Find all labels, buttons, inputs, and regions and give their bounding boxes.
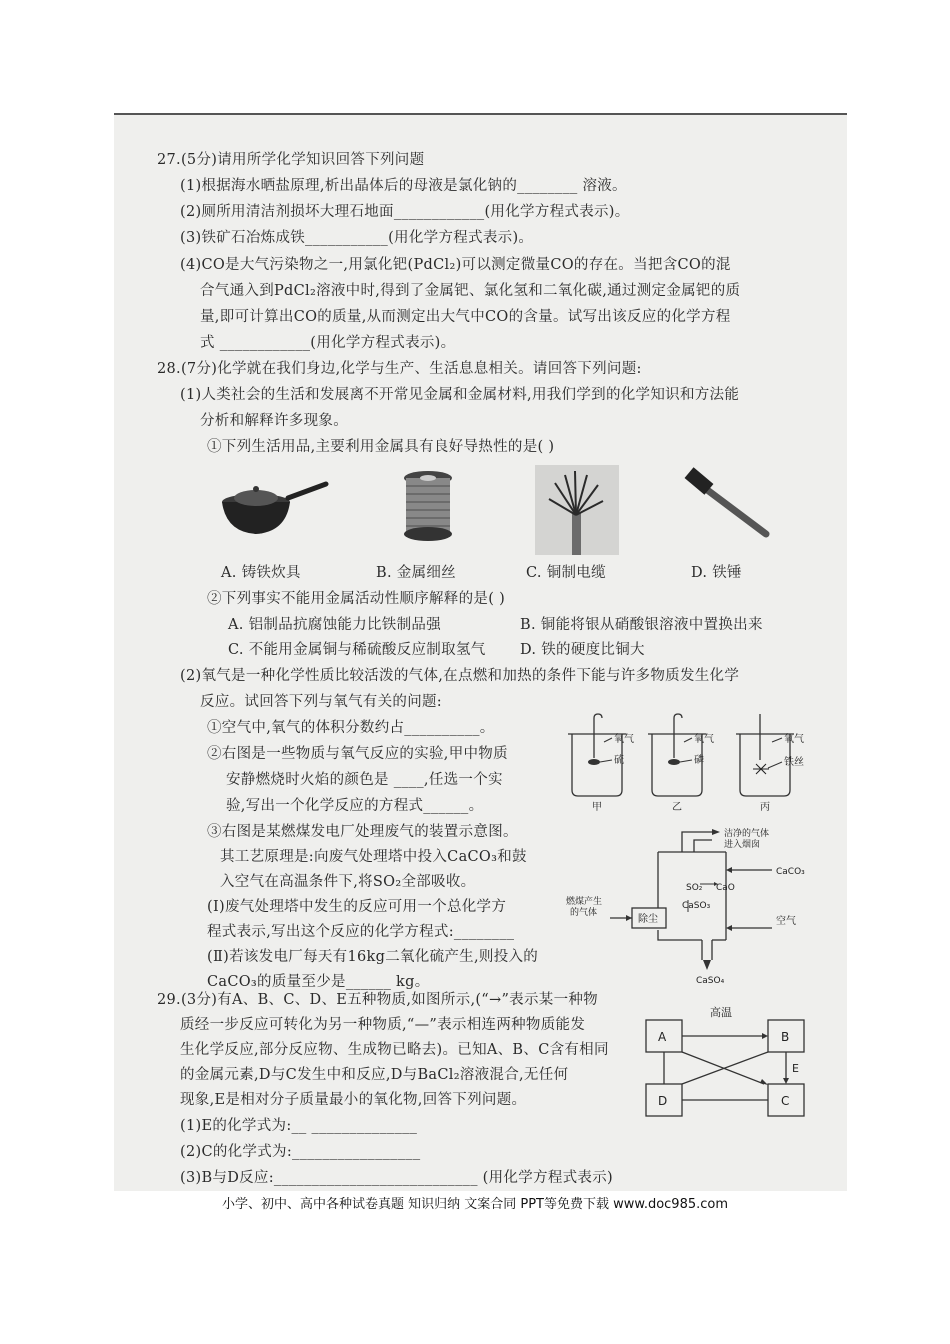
iron-hammer-image (680, 466, 775, 541)
jar3-gas-label: 氧气 (784, 734, 804, 745)
wire-spool-image (393, 468, 463, 548)
q27-line-3: (3)铁矿石冶炼成铁___________(用化学方程式表示)。 (180, 230, 534, 246)
node-c-label: C (781, 1094, 790, 1108)
node-a-label: A (658, 1030, 667, 1044)
so2-label: SO₂ (686, 883, 703, 893)
combustion-jars-diagram (560, 712, 820, 812)
jar3-name: 丙 (760, 802, 770, 812)
q27-line-1: (1)根据海水晒盐原理,析出晶体后的母液是氯化钠的________ 溶液。 (180, 178, 627, 194)
q28-sub1: ①下列生活用品,主要利用金属具有良好导热性的是( ) (207, 439, 555, 455)
q28-p2-b: 反应。试回答下列与氧气有关的问题: (200, 694, 442, 710)
jar3-substance-label: 铁丝 (784, 757, 804, 768)
q28-oxygen-3g: CaCO₃的质量至少是______ kg。 (207, 974, 430, 990)
q28-oxygen-2c: 验,写出一个化学反应的方程式______。 (226, 798, 484, 814)
node-e-label: E (792, 1062, 799, 1075)
q27-title: 27.(5分)请用所学化学知识回答下列问题 (157, 152, 425, 168)
option-c-label: C. 铜制电缆 (526, 565, 606, 581)
q29-line-3: 生化学反应,部分反应物、生成物已略去)。已知A、B、C含有相同 (180, 1042, 609, 1058)
q27-line-4c: 量,即可计算出CO的质量,从而测定出大气中CO的含量。试写出该反应的化学方程 (200, 309, 731, 325)
jar2-substance-label: 磷 (694, 755, 704, 766)
node-d-label: D (658, 1094, 668, 1108)
clean-gas-label-1: 洁净的气体 (724, 829, 770, 839)
q27-line-2: (2)厕所用清洁剂损坏大理石地面____________(用化学方程式表示)。 (180, 204, 630, 220)
q28-oxygen-2a: ②右图是一些物质与氧气反应的实验,甲中物质 (207, 746, 508, 762)
q29-answer-1: (1)E的化学式为:__ ______________ (180, 1118, 418, 1134)
q28-oxygen-3c: 入空气在高温条件下,将SO₂全部吸收。 (220, 874, 476, 890)
caco3-input-label: CaCO₃ (776, 867, 805, 877)
substance-relation-diagram (640, 1000, 815, 1120)
flue-gas-label-2: 的气体 (570, 908, 598, 918)
q27-line-4a: (4)CO是大气污染物之一,用氯化钯(PdCl₂)可以测定微量CO的存在。当把含CO的混 (180, 257, 731, 273)
q29-line-5: 现象,E是相对分子质量最小的氧化物,回答下列问题。 (180, 1092, 527, 1108)
q27-line-4d: 式 ____________(用化学方程式表示)。 (200, 335, 456, 351)
flue-gas-treatment-diagram (562, 820, 824, 988)
caso4-output-label: CaSO₄ (696, 976, 725, 986)
q28-oxygen-1: ①空气中,氧气的体积分数约占__________。 (207, 720, 495, 736)
q28-oxygen-3f: (Ⅱ)若该发电厂每天有16kg二氧化硫产生,则投入的 (207, 949, 539, 965)
q28-sub2: ②下列事实不能用金属活动性顺序解释的是( ) (207, 591, 506, 607)
caso3-label: CaSO₃ (682, 901, 711, 911)
q28-p1-a: (1)人类社会的生活和发展离不开常见金属和金属材料,用我们学到的化学知识和方法能 (180, 387, 740, 403)
q28-oxygen-3d: (Ⅰ)废气处理塔中发生的反应可用一个总化学方 (207, 899, 507, 915)
jar1-gas-label: 氧气 (614, 734, 634, 745)
footer-advert: 小学、初中、高中各种试卷真题 知识归纳 文案合同 PPT等免费下载 www.doc985.com (221, 1197, 729, 1212)
q29-line-1: 29.(3分)有A、B、C、D、E五种物质,如图所示,(“→”表示某一种物 (157, 992, 598, 1008)
q29-answer-3: (3)B与D反应:___________________________ (用化学方程式表示) (180, 1170, 613, 1186)
q28-oxygen-3a: ③右图是某燃煤发电厂处理废气的装置示意图。 (207, 824, 518, 840)
jar1-substance-label: 硫 (614, 755, 624, 766)
q29-line-2: 质经一步反应可转化为另一种物质,“—”表示相连两种物质能发 (180, 1017, 586, 1033)
q28-p1-b: 分析和解释许多现象。 (200, 413, 348, 429)
option-b-label: B. 金属细丝 (376, 565, 456, 581)
q27-line-4b: 合气通入到PdCl₂溶液中时,得到了金属钯、氯化氢和二氧化碳,通过测定金属钯的质 (200, 283, 741, 299)
q28-title: 28.(7分)化学就在我们身边,化学与生产、生活息息相关。请回答下列问题: (157, 361, 642, 377)
header-rule (114, 113, 847, 115)
q28-oxygen-3b: 其工艺原理是:向废气处理塔中投入CaCO₃和鼓 (220, 849, 527, 865)
wok-image (214, 470, 329, 545)
q29-line-4: 的金属元素,D与C发生中和反应,D与BaCl₂溶液混合,无任何 (180, 1067, 569, 1083)
q28-oxygen-3e: 程式表示,写出这个反应的化学方程式:________ (207, 924, 515, 940)
q28-p2-a: (2)氧气是一种化学性质比较活泼的气体,在点燃和加热的条件下能与许多物质发生化学 (180, 668, 740, 684)
copper-cable-image (535, 465, 619, 555)
q28-sub2-d: D. 铁的硬度比铜大 (520, 642, 645, 658)
dust-removal-label: 除尘 (638, 914, 658, 925)
flue-gas-label-1: 燃煤产生 (566, 897, 603, 907)
node-b-label: B (781, 1030, 790, 1044)
clean-gas-label-2: 进入烟囱 (724, 840, 761, 850)
high-temp-label: 高温 (710, 1006, 732, 1019)
jar2-gas-label: 氧气 (694, 734, 714, 745)
q28-sub2-a: A. 铝制品抗腐蚀能力比铁制品强 (228, 617, 441, 633)
q28-oxygen-2b: 安静燃烧时火焰的颜色是 ____,任选一个实 (226, 772, 503, 788)
jar1-name: 甲 (592, 802, 602, 812)
q29-answer-2: (2)C的化学式为:_________________ (180, 1144, 421, 1160)
option-d-label: D. 铁锤 (691, 565, 742, 581)
air-input-label: 空气 (776, 916, 796, 927)
cao-label: CaO (716, 883, 735, 893)
option-a-label: A. 铸铁炊具 (221, 565, 301, 581)
jar2-name: 乙 (672, 802, 682, 812)
q28-sub2-c: C. 不能用金属铜与稀硫酸反应制取氢气 (228, 642, 486, 658)
q28-sub2-b: B. 铜能将银从硝酸银溶液中置换出来 (520, 617, 763, 633)
